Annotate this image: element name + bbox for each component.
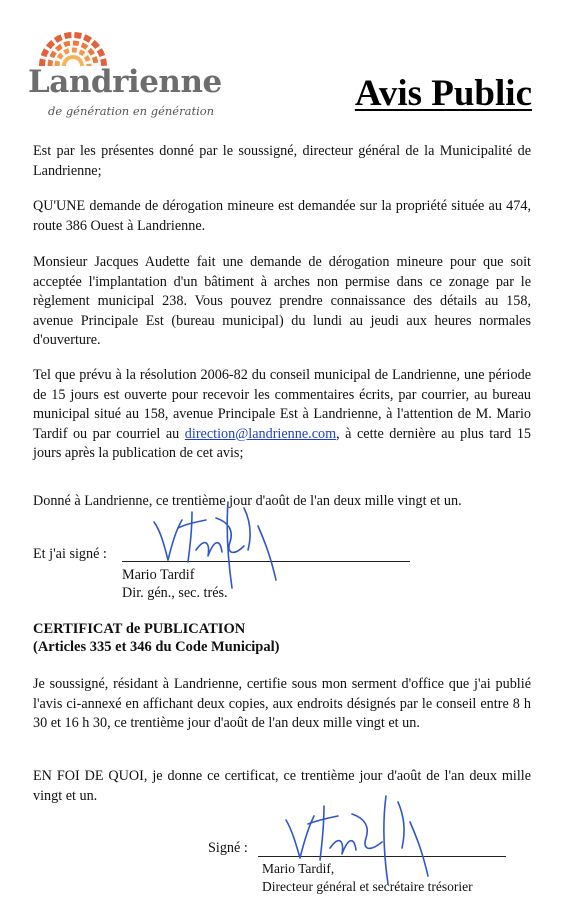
email-link[interactable]: direction@landrienne.com [184, 425, 337, 442]
signer-title-2: Directeur général et secrétaire trésorier [262, 879, 473, 894]
details-paragraph: Monsieur Jacques Audette fait une demande de dérogation mineure pour que soit acceptée l'implantation d'un bâtiment à arches non permise dans ce zonage par le règlement municipal 238. Vous pouvez prendre connaissance des détails au 158, avenue Principale Est (bureau municipal) du lundi au jeudi aux heures normales d'ouverture. [33, 254, 531, 348]
signed-label: Signé : [208, 840, 248, 856]
signature-label: Et j'ai signé : [33, 546, 107, 562]
sunrise-arcs-icon [36, 28, 110, 68]
logo-name: Landrienne [28, 64, 222, 100]
given-at-paragraph: Donné à Landrienne, ce trentième jour d'août de l'an deux mille vingt et un. [33, 493, 462, 509]
certificate-paragraph: Je soussigné, résidant à Landrienne, certifie sous mon serment d'office que j'ai publié l'avis ci-annexé en affichant deux copies, aux endroits désignés par le conseil entre 8 h 30 et 16 h 30, ce trentième jour d'août de l'an deux mille vingt et un. [33, 676, 531, 731]
logo-tagline: de génération en génération [48, 104, 215, 118]
certificate-subheading: (Articles 335 et 346 du Code Municipal) [33, 639, 280, 655]
request-paragraph: QU'UNE demande de dérogation mineure est demandée sur la propriété située au 474, route 386 Ouest à Landrienne. [33, 198, 531, 234]
comments-paragraph [33, 366, 531, 464]
in-witness-paragraph: EN FOI DE QUOI, je donne ce certificat, ce trentième jour d'août de l'an deux mille vingt et un. [33, 768, 531, 804]
comments-text: Tel que prévu à la résolution 2006-82 du conseil municipal de Landrienne, une période de 15 jours est ouverte pour recevoir les commentaires écrits, par courrier, au bureau municipal situé au 158, avenue Principale Est à Landrienne, à l'attention de M. Mario Tardif ou par courriel au [33, 367, 531, 442]
intro-paragraph: Est par les présentes donné par le soussigné, directeur général de la Municipalité de Landrienne; [33, 143, 531, 179]
handwritten-signature-1 [148, 500, 298, 590]
page-title: Avis Public [354, 73, 532, 114]
comments-text-end: , à cette dernière au plus tard 15 jours après la publication de cet avis; [33, 425, 532, 461]
municipality-logo [24, 28, 224, 120]
handwritten-signature-2 [282, 792, 442, 887]
signer-name: Mario Tardif [122, 567, 195, 583]
certificate-heading: CERTIFICAT de PUBLICATION [33, 621, 246, 637]
signer-name-2: Mario Tardif, [262, 861, 335, 876]
signer-title: Dir. gén., sec. trés. [122, 585, 228, 601]
